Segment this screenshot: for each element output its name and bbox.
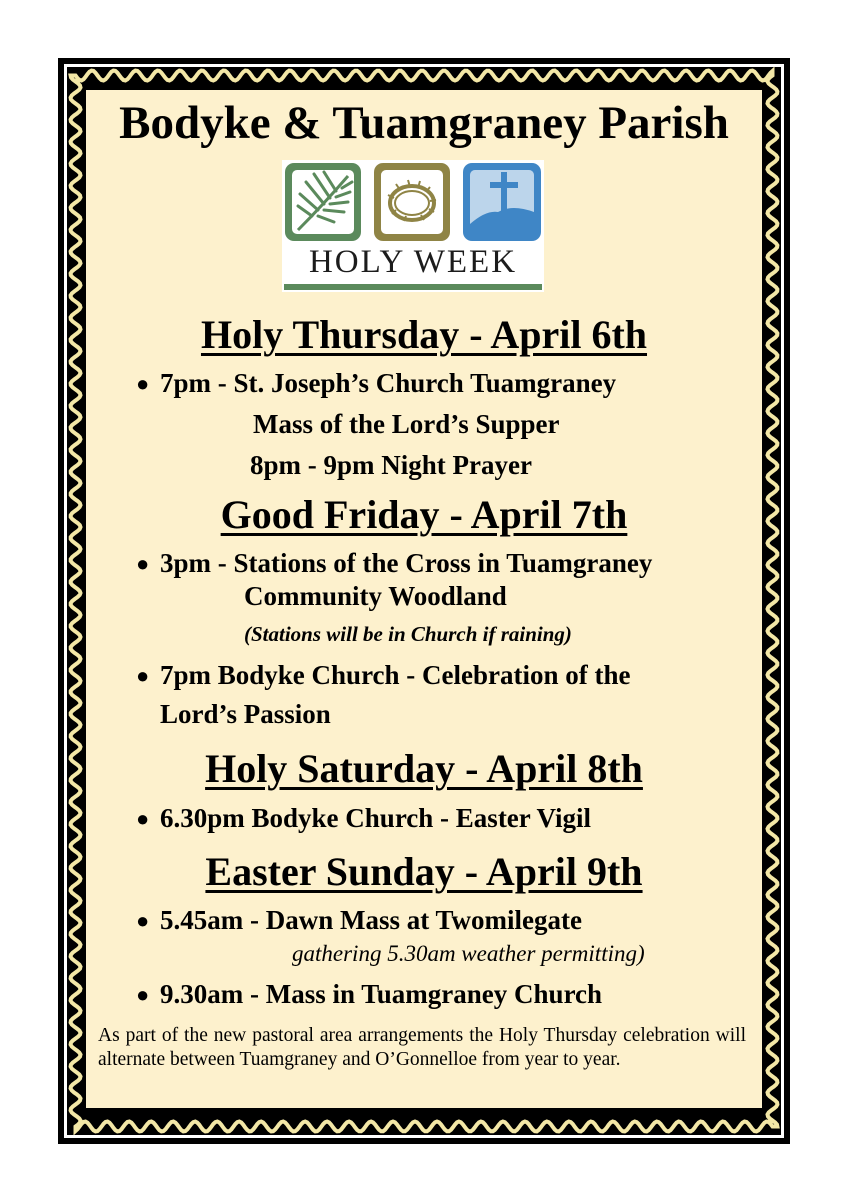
logo-underline [284, 284, 542, 290]
schedule-line: 3pm - Stations of the Cross in Tuamgraney [160, 548, 653, 578]
schedule-line: Lord’s Passion [160, 699, 331, 729]
cross-on-hill-icon [463, 163, 541, 241]
schedule-line: 6.30pm Bodyke Church - Easter Vigil [160, 803, 592, 833]
bullet-icon: ● [136, 663, 150, 688]
crown-of-thorns-icon [374, 163, 450, 241]
schedule-line: 5.45am - Dawn Mass at Twomilegate [160, 905, 582, 935]
heading-easter-sunday: Easter Sunday - April 9th [205, 849, 643, 894]
logo-caption: HOLY WEEK [308, 244, 518, 280]
schedule-line: 7pm - St. Joseph’s Church Tuamgraney [160, 368, 617, 398]
heading-good-friday: Good Friday - April 7th [220, 492, 628, 537]
bullet-icon: ● [136, 551, 150, 576]
schedule-line: 8pm - 9pm Night Prayer [250, 450, 532, 480]
schedule-note: (Stations will be in Church if raining) [244, 622, 572, 646]
schedule-line: 7pm Bodyke Church - Celebration of the [160, 660, 631, 690]
schedule-line: Community Woodland [244, 581, 507, 611]
schedule-note: gathering 5.30am weather permitting) [292, 941, 645, 966]
footer-note: As part of the new pastoral area arrangements the Holy Thursday celebration will alternate between Tuamgraney and O’Gonnelloe from year to year. [98, 1025, 746, 1070]
bullet-icon: ● [136, 908, 150, 933]
heading-holy-thursday: Holy Thursday - April 6th [200, 312, 648, 357]
parish-title: Bodyke & Tuamgraney Parish [119, 97, 729, 149]
heading-holy-saturday: Holy Saturday - April 8th [205, 746, 643, 791]
bullet-icon: ● [136, 806, 150, 831]
palm-branch-icon [285, 163, 361, 241]
bullet-icon: ● [136, 371, 150, 396]
schedule-line: 9.30am - Mass in Tuamgraney Church [160, 979, 603, 1009]
schedule-line: Mass of the Lord’s Supper [253, 409, 560, 439]
holy-week-logo [282, 160, 544, 292]
bullet-icon: ● [136, 982, 150, 1007]
